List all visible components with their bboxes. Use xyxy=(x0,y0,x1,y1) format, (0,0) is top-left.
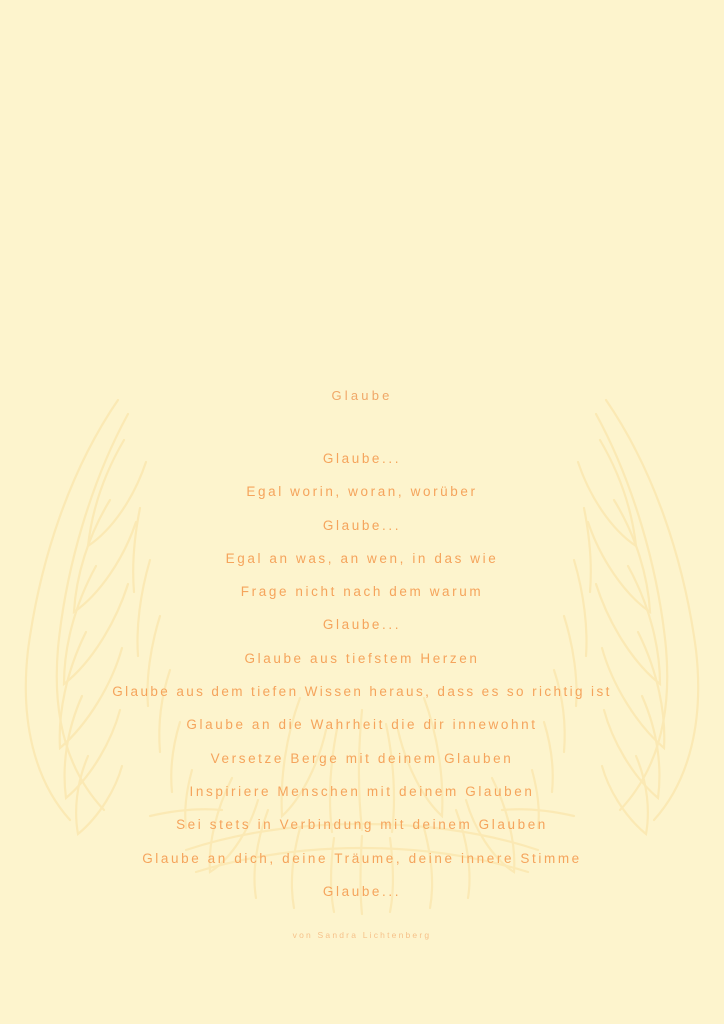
poem-line: Glaube an dich, deine Träume, deine innere Stimme xyxy=(142,850,582,866)
poem-line: Inspiriere Menschen mit deinem Glauben xyxy=(189,783,535,799)
poem-line: Glaube aus dem tiefen Wissen heraus, dass es so richtig ist xyxy=(112,684,612,700)
poem-line: Glaube... xyxy=(322,451,402,466)
poem-line: Egal worin, woran, worüber xyxy=(246,484,478,500)
poem-line: Glaube... xyxy=(322,883,402,899)
poem-line: Frage nicht nach dem warum xyxy=(240,584,484,600)
poem-line: Sei stets in Verbindung mit deinem Glauben xyxy=(176,817,548,833)
poem-line: Glaube an die Wahrheit die dir innewohnt xyxy=(186,717,538,733)
poem-line: Glaube aus tiefstem Herzen xyxy=(244,650,480,666)
poem-line: Glaube... xyxy=(322,517,402,533)
poem-line: Versetze Berge mit deinem Glauben xyxy=(210,750,514,766)
poem-line: Glaube... xyxy=(322,617,402,633)
poem-author: von Sandra Lichtenberg xyxy=(292,930,432,941)
poem-body xyxy=(112,442,612,908)
poem-title: Glaube xyxy=(331,388,393,403)
poem-line: Egal an was, an wen, in das wie xyxy=(225,550,499,566)
